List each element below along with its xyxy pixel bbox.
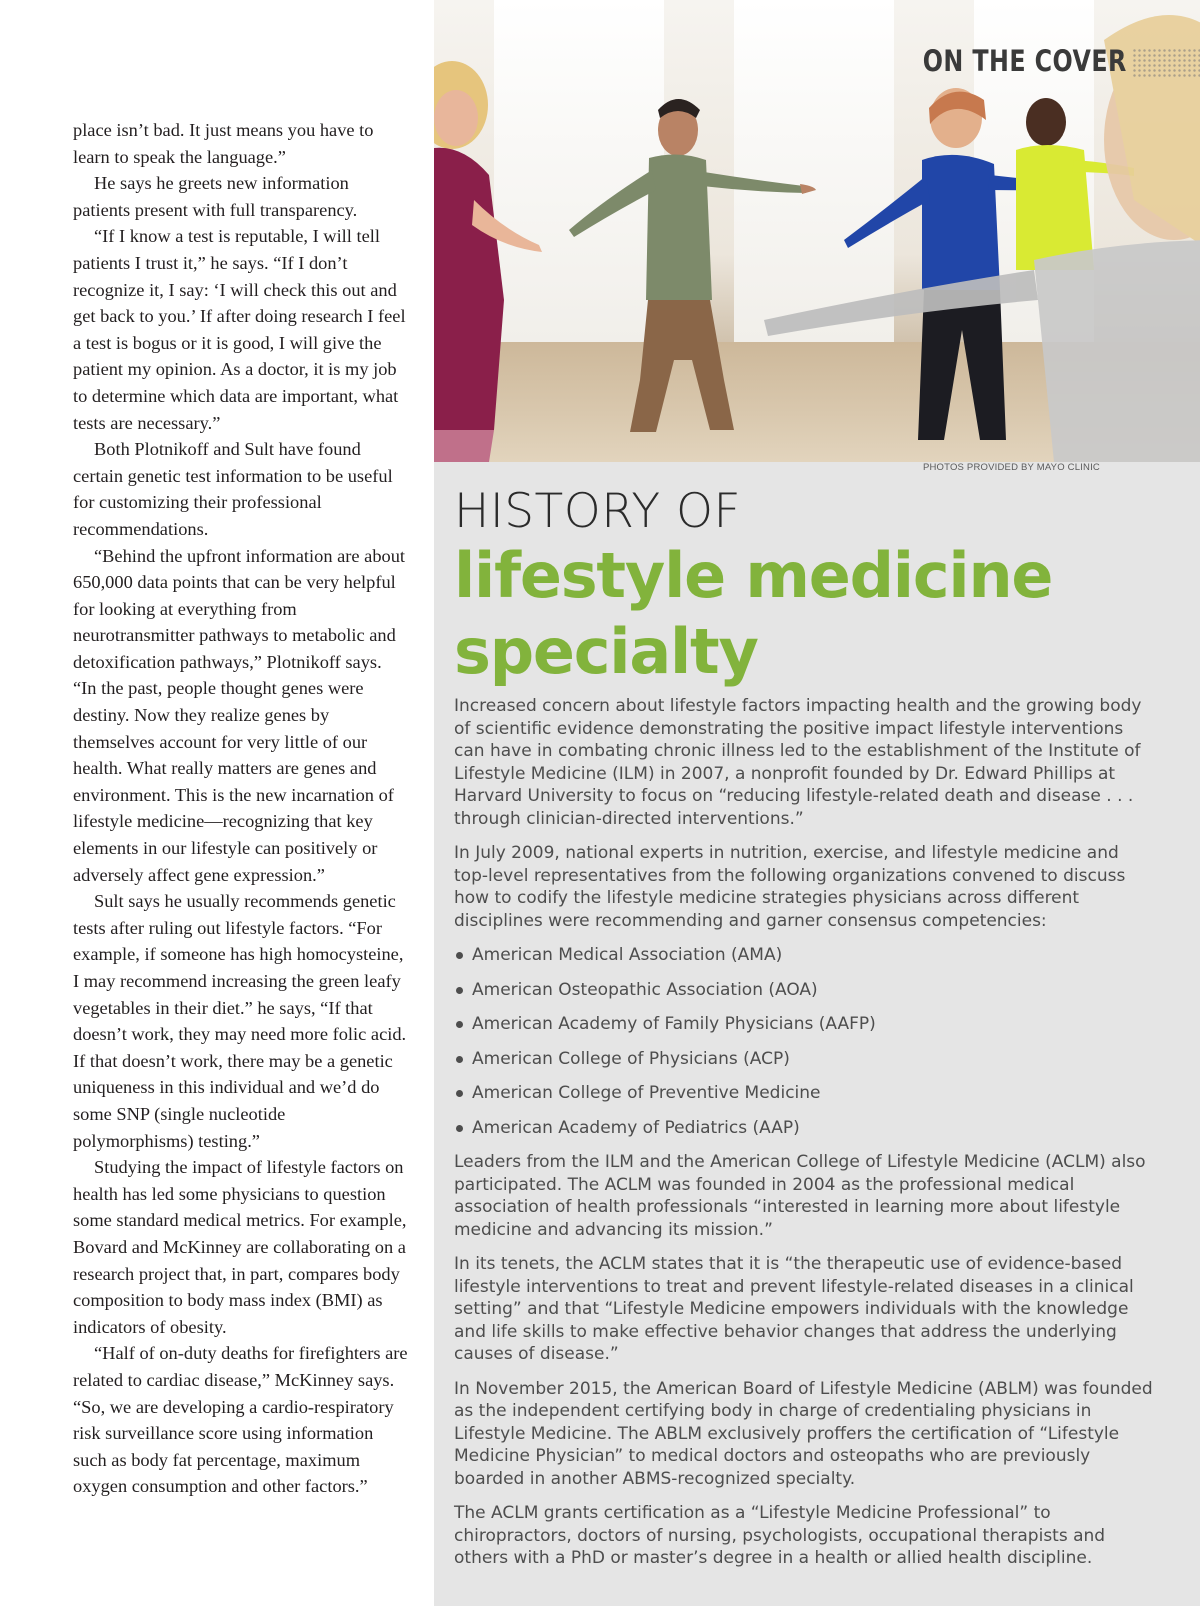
bullet-icon (456, 987, 463, 994)
section-label-dot-pattern (1132, 48, 1200, 78)
sidebar-body (454, 695, 1154, 1582)
headline-kicker: HISTORY OF (454, 484, 742, 539)
sidebar-paragraph: The ACLM grants certification as a “Lifestyle Medicine Professional” to chiropractors, doctors of nursing, psychologists, occupational therapists and others with a PhD or master’s degree in a health or allied health discipline. (454, 1503, 1106, 1568)
list-item-text: American Medical Association (AMA) (472, 945, 783, 965)
list-item (454, 1082, 1154, 1105)
figure-man-green-shirt (569, 99, 816, 432)
left-paragraph: “If I know a test is reputable, I will tell patients I trust it,” he says. “If I don’t recognize it, I say: ‘I will check this out and get back to you.’ If after doing research I feel a test is bogus or it is good, I will give the patient my opinion. As a doctor, it is my job to determine which data are important, what tests are necessary.” (73, 226, 406, 433)
headline-title: lifestyle medicine specialty (454, 539, 1053, 688)
sidebar-paragraph: In July 2009, national experts in nutrition, exercise, and lifestyle medicine and top-level representatives from the following organizations convened to discuss how to codify the lifestyle medicine strategies physicians across different disciplines were recommending and garner consensus competencies: (454, 843, 1126, 931)
organization-list (454, 944, 1154, 1139)
bullet-icon (456, 1021, 463, 1028)
left-paragraph: Studying the impact of lifestyle factors on health has led some physicians to question some standard medical metrics. For example, Bovard and McKinney are collaborating on a research project that, in part, compares body composition to body mass index (BMI) as indicators of obesity. (73, 1157, 407, 1337)
sidebar-paragraph: Increased concern about lifestyle factors impacting health and the growing body of scientific evidence demonstrating the positive impact lifestyle interventions can have in combating chronic illness led to the establishment of the Institute of Lifestyle Medicine (ILM) in 2007, a nonprofit founded by Dr. Edward Phillips at Harvard University to focus on “reducing lifestyle-related death and disease . . . through clinician-directed interventions.” (454, 696, 1142, 829)
left-paragraph: Sult says he usually recommends genetic tests after ruling out lifestyle factors. “For example, if someone has high homocysteine, I may recommend increasing the green leafy vegetables in their diet.” he says, “If that doesn’t work, they may need more folic acid. If that doesn’t work, there may be a genetic uniqueness in this individual and we’d do some SNP (single nucleotide polymorphisms) testing.” (73, 891, 407, 1151)
figure-left-woman (434, 61, 542, 462)
left-paragraph: place isn’t bad. It just means you have to learn to speak the language.” (73, 120, 374, 167)
list-item (454, 979, 1154, 1002)
left-paragraph: Both Plotnikoff and Sult have found certain genetic test information to be useful for customizing their professional recommendations. (73, 439, 393, 539)
list-item-text: American College of Preventive Medicine (472, 1083, 821, 1103)
cover-photo-yoga-class (434, 0, 1200, 462)
bullet-icon (456, 1125, 463, 1132)
list-item (454, 1013, 1154, 1036)
section-label: ON THE COVER (923, 44, 1127, 78)
list-item-text: American Osteopathic Association (AOA) (472, 979, 818, 1000)
list-item (454, 1117, 1154, 1140)
sidebar-panel (434, 0, 1200, 1606)
photo-credit: PHOTOS PROVIDED BY MAYO CLINIC (922, 462, 1100, 473)
left-article-column (73, 117, 408, 1500)
sidebar-paragraph: Leaders from the ILM and the American College of Lifestyle Medicine (ACLM) also participated. The ACLM was founded in 2004 as the professional medical association of health professionals “interested in learning more about lifestyle medicine and advancing its mission.” (454, 1152, 1146, 1240)
left-paragraph: He says he greets new information patients present with full transparency. (73, 173, 358, 220)
sidebar-paragraph: In its tenets, the ACLM states that it is “the therapeutic use of evidence-based lifestyle interventions to treat and prevent lifestyle-related diseases in a clinical setting” and that “Lifestyle Medicine empowers individuals with the knowledge and life skills to make effective behavior changes that address the underlying causes of disease.” (454, 1254, 1134, 1364)
left-paragraph: “Behind the upfront information are about 650,000 data points that can be very helpful for looking at everything from neurotransmitter pathways to metabolic and detoxification pathways,” Plotnikoff says. “In the past, people thought genes were destiny. Now they realize genes by themselves account for very little of our health. What really matters are genes and environment. This is the new incarnation of lifestyle medicine—recognizing that key elements in our lifestyle can positively or adversely affect gene expression.” (73, 545, 406, 885)
bullet-icon (456, 1090, 463, 1097)
sidebar-paragraph: In November 2015, the American Board of Lifestyle Medicine (ABLM) was founded as the independent certifying body in charge of credentialing physicians in Lifestyle Medicine. The ABLM exclusively proffers the certification of “Lifestyle Medicine Physician” to medical doctors and osteopaths who are previously boarded in another ABMS-recognized specialty. (454, 1378, 1153, 1489)
bullet-icon (456, 1056, 463, 1063)
list-item-text: American Academy of Pediatrics (AAP) (472, 1117, 800, 1138)
list-item (454, 944, 1154, 967)
left-paragraph: “Half of on-duty deaths for firefighters are related to cardiac disease,” McKinney says. “So, we are developing a cardio-respiratory risk surveillance score using information such as body fat percentage, maximum oxygen consumption and other factors.” (73, 1343, 408, 1497)
list-item-text: American College of Physicians (ACP) (472, 1048, 790, 1069)
list-item-text: American Academy of Family Physicians (AAFP) (472, 1014, 876, 1034)
bullet-icon (456, 952, 463, 959)
list-item (454, 1048, 1154, 1071)
